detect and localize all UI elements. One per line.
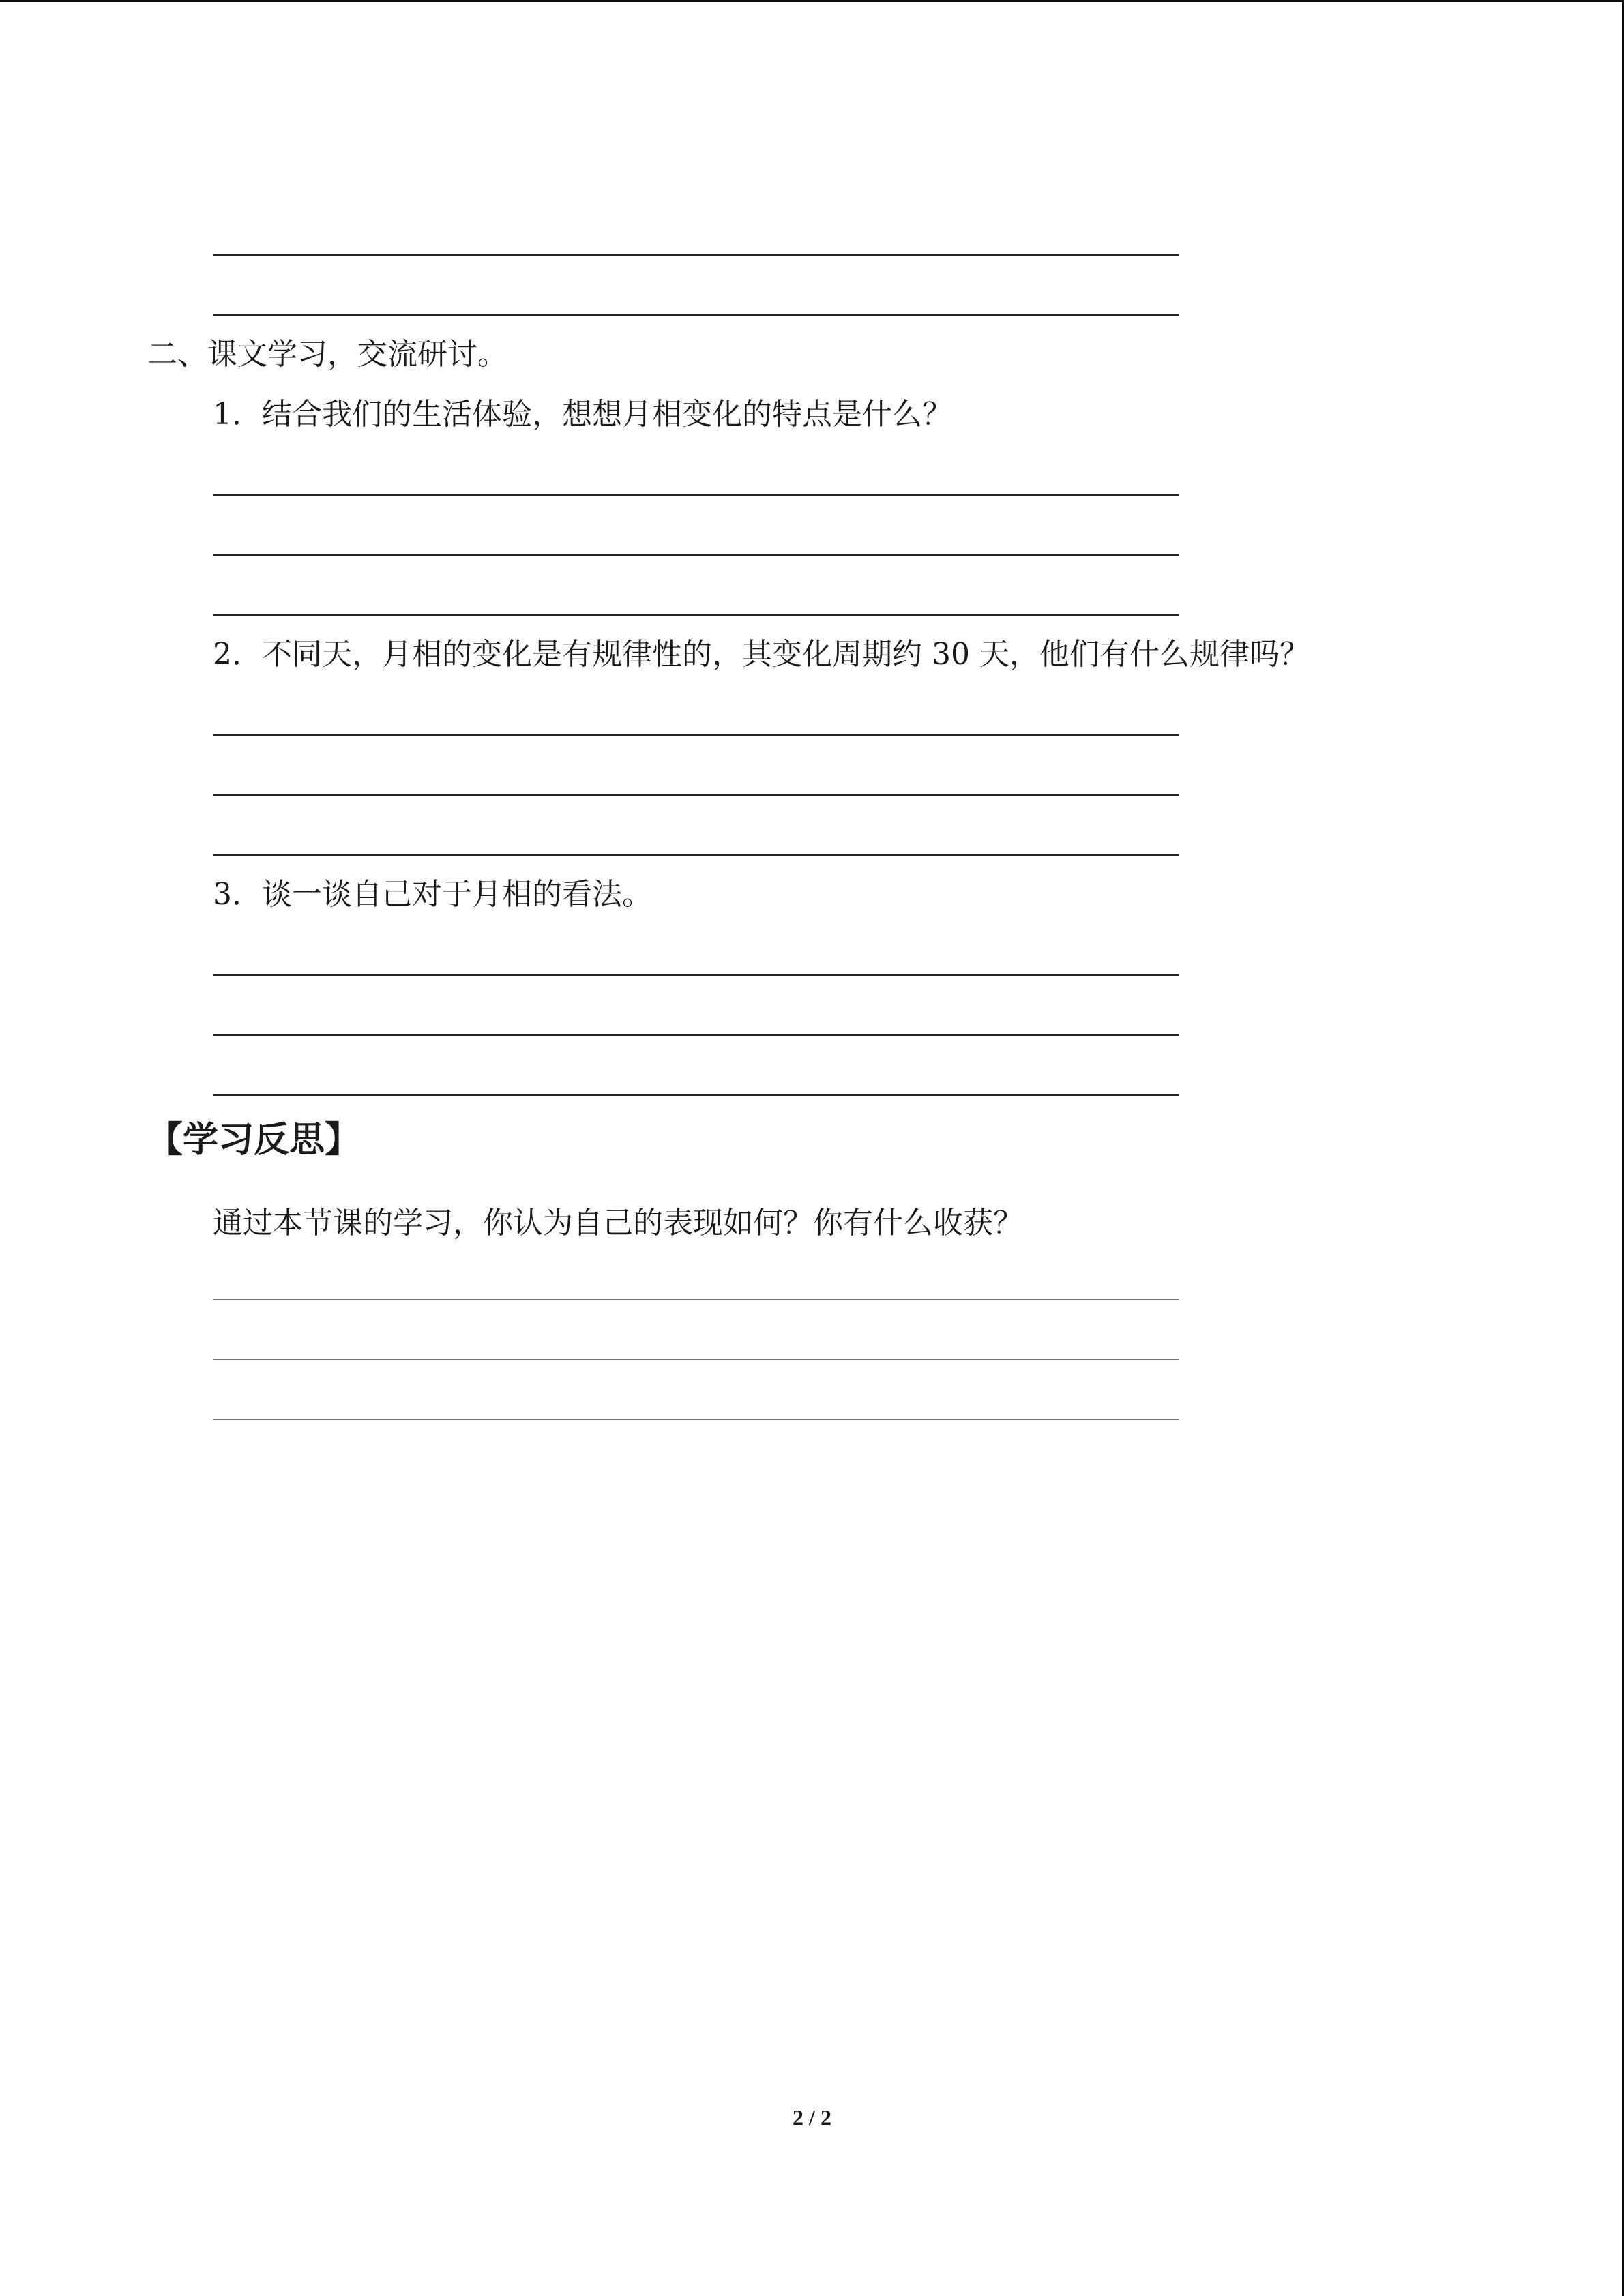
answer-line [213,554,1179,556]
answer-line [213,1094,1179,1096]
answer-line [213,314,1179,316]
answer-line [213,1299,1179,1300]
answer-line [213,974,1179,976]
answer-line [213,1034,1179,1036]
question-1: 1．结合我们的生活体验，想想月相变化的特点是什么？ [213,397,952,432]
page-number: 2 / 2 [793,2105,831,2130]
reflection-prompt: 通过本节课的学习，你认为自己的表现如何？你有什么收获？ [213,1206,1023,1240]
answer-line [213,1419,1179,1420]
question-3: 3．谈一谈自己对于月相的看法。 [213,877,652,912]
answer-line [213,494,1179,496]
answer-line [213,614,1179,616]
answer-line [213,794,1179,796]
question-2: 2．不同天，月相的变化是有规律性的，其变化周期约 30 天，他们有什么规律吗？ [213,637,1310,672]
answer-line [213,254,1179,256]
section-heading: 二、课文学习，交流研讨。 [147,337,507,372]
answer-line [213,734,1179,736]
answer-line [213,854,1179,856]
reflection-heading: 【学习反思】 [147,1120,361,1161]
answer-line [213,1359,1179,1360]
page-top-border [0,0,1624,2]
